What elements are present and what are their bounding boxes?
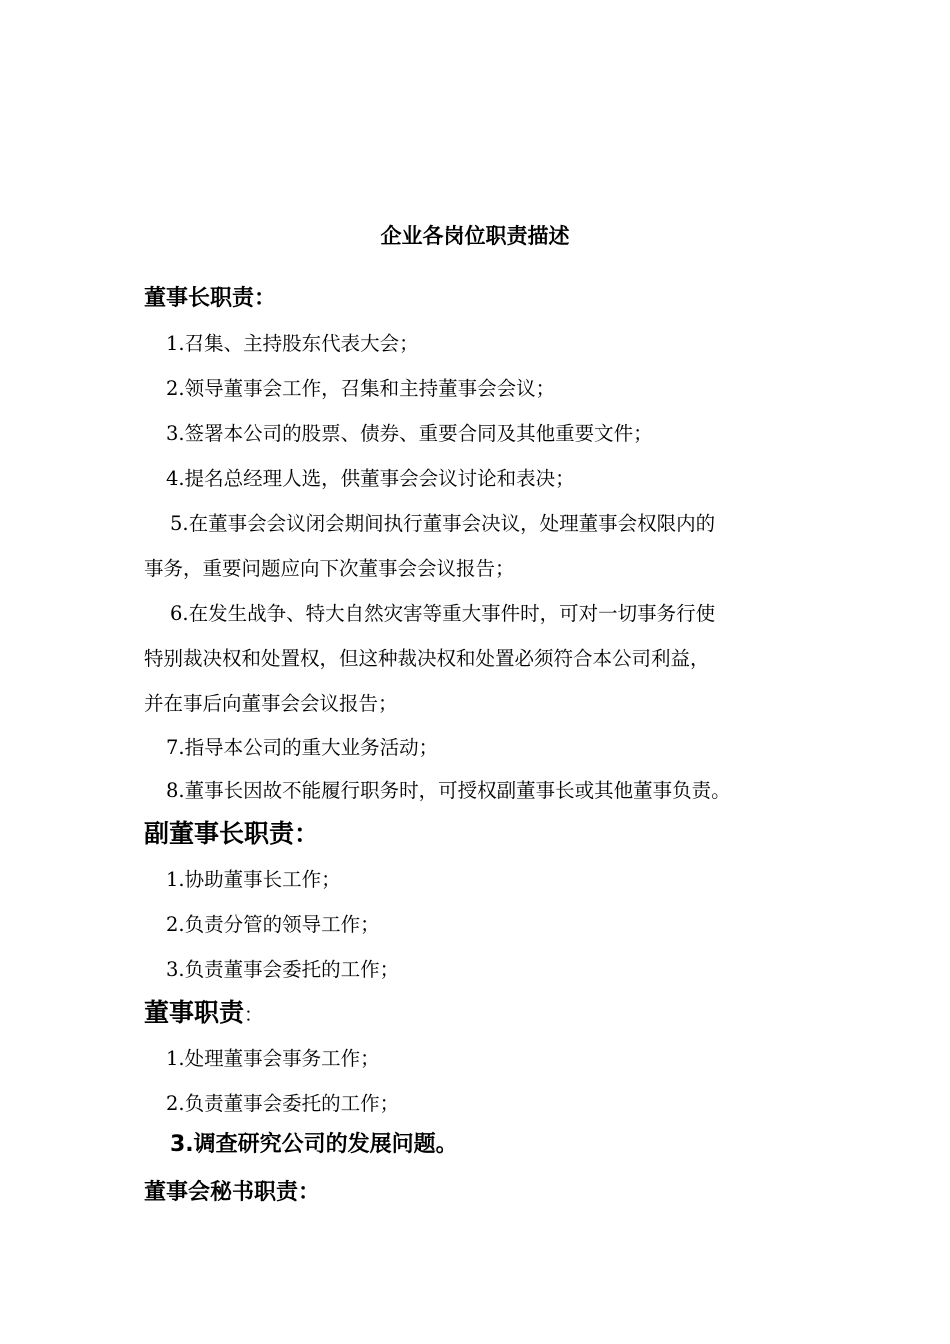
chairman-duty-6: 6.在发生战争、特大自然灾害等重大事件时，可对一切事务行使 bbox=[170, 602, 716, 625]
chairman-duty-2: 2.领导董事会工作，召集和主持董事会会议； bbox=[166, 377, 556, 400]
section-heading-director bbox=[144, 997, 263, 1031]
section-heading-director-colon: ： bbox=[244, 1004, 264, 1026]
director-duty-2: 2.负责董事会委托的工作； bbox=[166, 1092, 400, 1115]
section-heading-vice-chairman: 副董事长职责： bbox=[144, 819, 320, 848]
chairman-duty-8: 8.董事长因故不能履行职务时，可授权副董事长或其他董事负责。 bbox=[166, 779, 731, 802]
section-heading-chairman: 董事长职责： bbox=[144, 286, 277, 311]
director-duty-3: 3.调查研究公司的发展问题。 bbox=[170, 1132, 458, 1157]
chairman-duty-6-cont-2: 并在事后向董事会会议报告； bbox=[144, 692, 398, 715]
chairman-duty-3: 3.签署本公司的股票、债券、重要合同及其他重要文件； bbox=[166, 422, 653, 445]
chairman-duty-1: 1.召集、主持股东代表大会； bbox=[166, 332, 419, 355]
vice-chairman-duty-3: 3.负责董事会委托的工作； bbox=[166, 958, 400, 981]
section-heading-director-text: 董事职责 bbox=[144, 998, 245, 1027]
section-heading-board-secretary: 董事会秘书职责： bbox=[144, 1180, 321, 1205]
chairman-duty-7: 7.指导本公司的重大业务活动； bbox=[166, 736, 439, 759]
director-duty-1: 1.处理董事会事务工作； bbox=[166, 1047, 380, 1070]
chairman-duty-4: 4.提名总经理人选，供董事会会议讨论和表决； bbox=[166, 467, 575, 490]
chairman-duty-5-cont: 事务，重要问题应向下次董事会会议报告； bbox=[144, 557, 515, 580]
chairman-duty-5: 5.在董事会会议闭会期间执行董事会决议，处理董事会权限内的 bbox=[170, 512, 716, 535]
document-title: 企业各岗位职责描述 bbox=[380, 224, 570, 248]
chairman-duty-6-cont-1: 特别裁决权和处置权，但这种裁决权和处置必须符合本公司利益， bbox=[144, 647, 710, 670]
vice-chairman-duty-2: 2.负责分管的领导工作； bbox=[166, 913, 380, 936]
vice-chairman-duty-1: 1.协助董事长工作； bbox=[166, 868, 341, 891]
